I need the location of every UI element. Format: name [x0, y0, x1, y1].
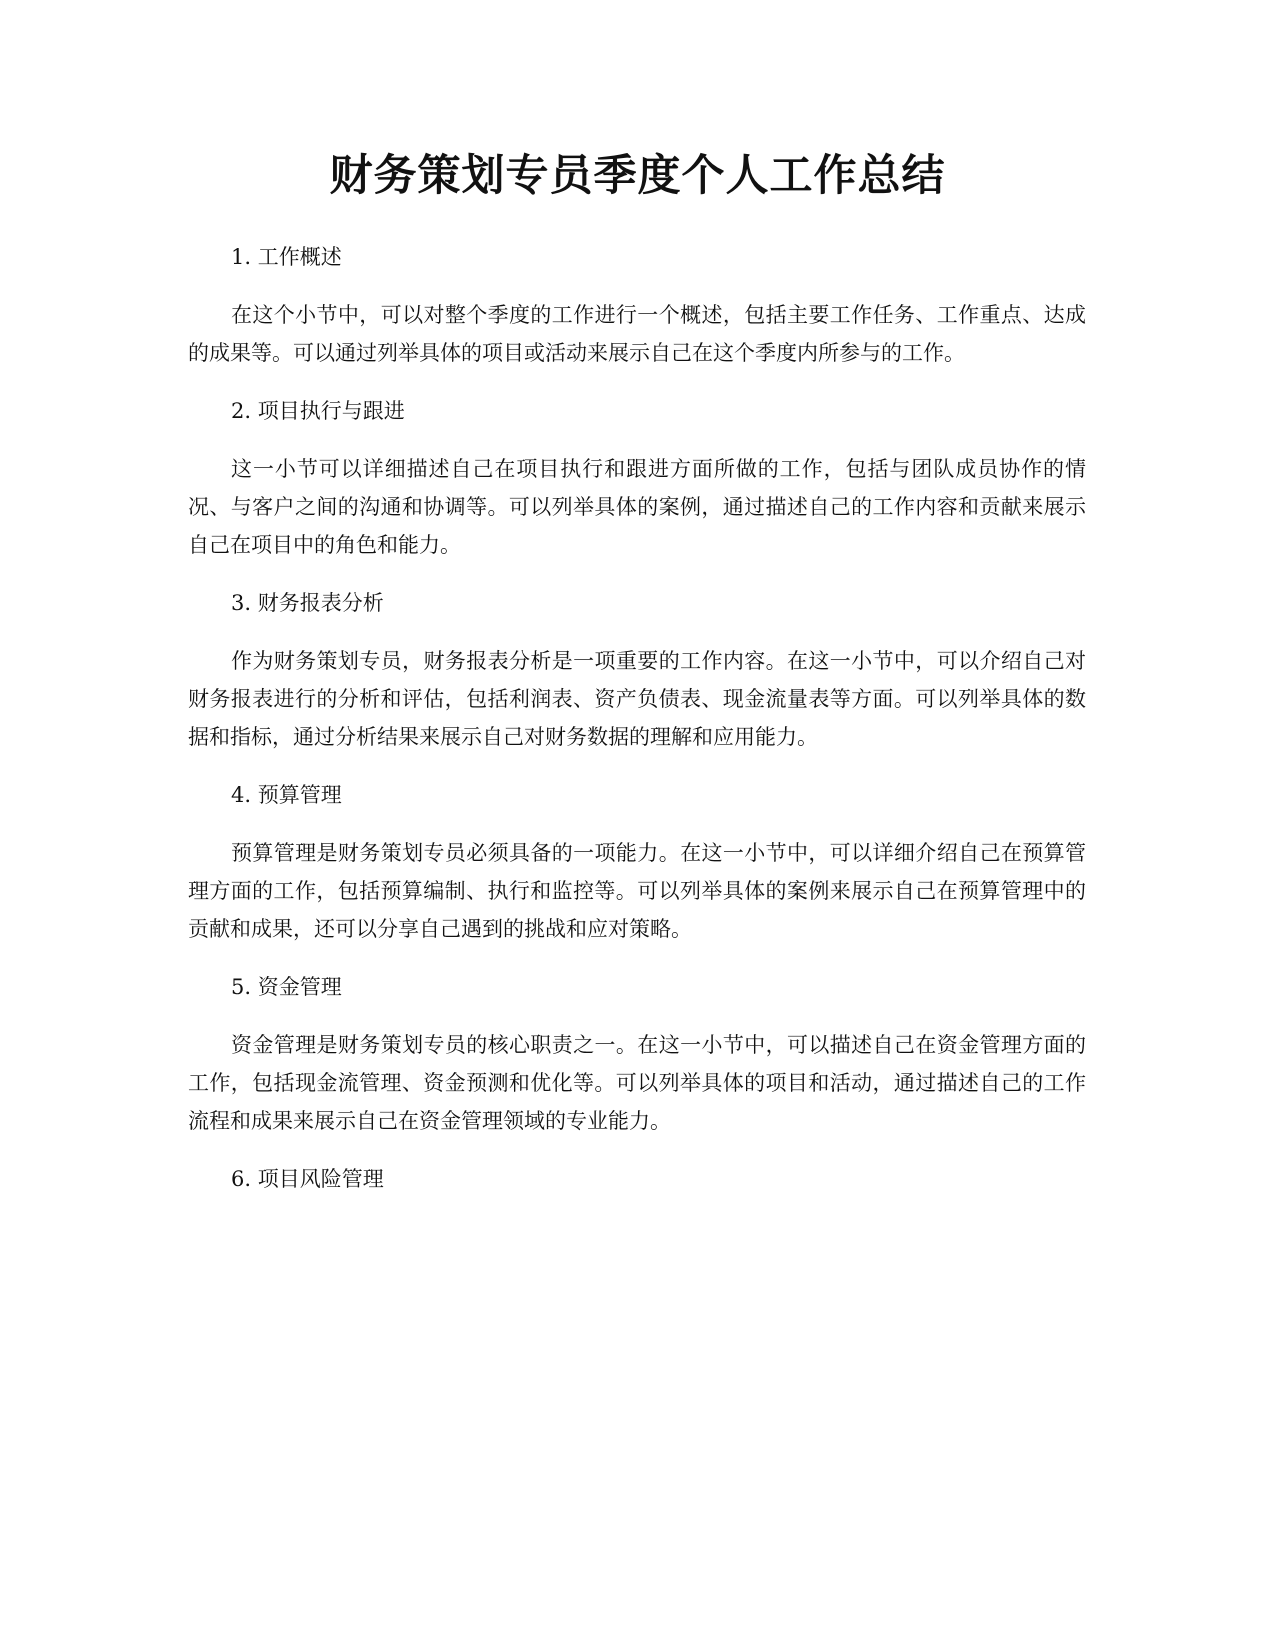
document-title: 财务策划专员季度个人工作总结: [329, 151, 946, 201]
section-heading: 1. 工作概述: [231, 245, 342, 269]
section-heading: 4. 预算管理: [231, 783, 342, 807]
section-project-execution: [188, 394, 1086, 586]
section-heading: 6. 项目风险管理: [231, 1167, 384, 1191]
section-budget-management: [188, 778, 1086, 970]
section-financial-statement-analysis: [188, 586, 1086, 778]
section-paragraph: 在这个小节中，可以对整个季度的工作进行一个概述，包括主要工作任务、工作重点、达成的成果等。可以通过列举具体的项目或活动来展示自己在这个季度内所参与的工作。: [188, 303, 1086, 365]
section-heading: 5. 资金管理: [231, 975, 342, 999]
section-work-overview: [188, 240, 1086, 394]
section-paragraph: 作为财务策划专员，财务报表分析是一项重要的工作内容。在这一小节中，可以介绍自己对财务报表进行的分析和评估，包括利润表、资产负债表、现金流量表等方面。可以列举具体的数据和指标，通过分析结果来展示自己对财务数据的理解和应用能力。: [188, 649, 1086, 749]
section-paragraph: 这一小节可以详细描述自己在项目执行和跟进方面所做的工作，包括与团队成员协作的情况、与客户之间的沟通和协调等。可以列举具体的案例，通过描述自己的工作内容和贡献来展示自己在项目中的角色和能力。: [188, 457, 1086, 557]
document-body: [188, 240, 1086, 1196]
section-project-risk-management: [188, 1162, 1086, 1196]
section-heading: 2. 项目执行与跟进: [231, 399, 405, 423]
section-fund-management: [188, 970, 1086, 1162]
section-heading: 3. 财务报表分析: [231, 591, 384, 615]
section-paragraph: 资金管理是财务策划专员的核心职责之一。在这一小节中，可以描述自己在资金管理方面的工作，包括现金流管理、资金预测和优化等。可以列举具体的项目和活动，通过描述自己的工作流程和成果来展示自己在资金管理领域的专业能力。: [188, 1033, 1086, 1133]
section-paragraph: 预算管理是财务策划专员必须具备的一项能力。在这一小节中，可以详细介绍自己在预算管理方面的工作，包括预算编制、执行和监控等。可以列举具体的案例来展示自己在预算管理中的贡献和成果，还可以分享自己遇到的挑战和应对策略。: [188, 841, 1086, 941]
